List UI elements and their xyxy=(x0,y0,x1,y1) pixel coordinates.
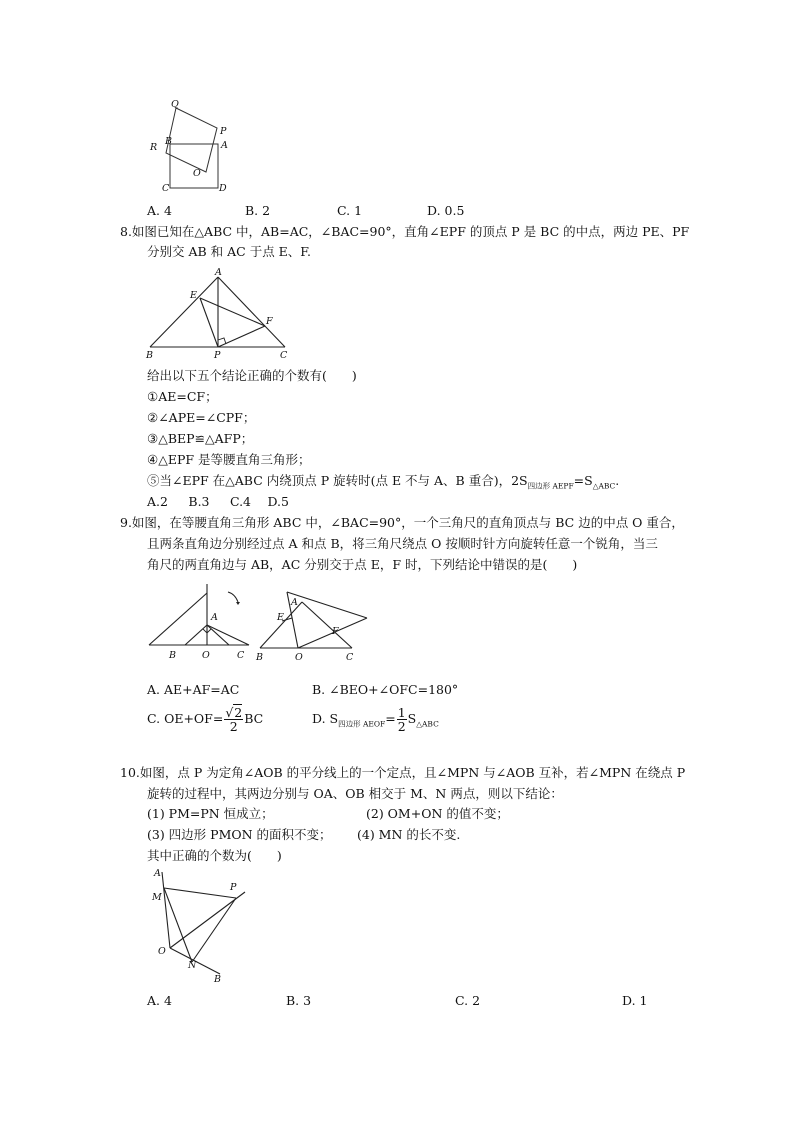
q10-label-o: O xyxy=(158,946,166,957)
q9-optc-fraction: $\frac{√2}{2}$ xyxy=(225,705,243,735)
q10-label-n: N xyxy=(188,960,197,971)
q8-conclusion-3: ③△BEP≌△AFP； xyxy=(147,431,254,446)
q10-question: 其中正确的个数为( ) xyxy=(147,848,282,863)
q7-label-o: O xyxy=(193,168,201,179)
q10-stem-line2: 旋转的过程中，其两边分别与 OA、OB 相交于 M、N 两点，则以下结论： xyxy=(147,786,563,801)
q10-stem-line1: 10.如图，点 P 为定角∠AOB 的平分线上的一个定点，且∠MPN 与∠AOB 互补，若∠MPN 在绕点 P xyxy=(120,765,686,780)
q10-conclusion-4: (4) MN 的长不变. xyxy=(357,827,461,842)
q7-option-d: D. 0.5 xyxy=(427,203,465,218)
q10-option-b: B. 3 xyxy=(286,993,312,1008)
q9-optd-sub-quad: 四边形 AEOF xyxy=(338,719,386,729)
q9-figure-right xyxy=(252,588,372,664)
q9-optc-num: 2 xyxy=(234,705,243,720)
q7-option-b: B. 2 xyxy=(245,203,271,218)
q9-optd-eq: = xyxy=(385,711,396,727)
q9-optd-s: S xyxy=(407,711,417,727)
q8-c5-eq: =S xyxy=(573,473,593,488)
q10-option-d: D. 1 xyxy=(622,993,648,1008)
q7-option-c: C. 1 xyxy=(337,203,363,218)
q9-optd-den: 2 xyxy=(397,719,406,735)
q8-label-c: C xyxy=(280,350,288,360)
q7-label-d: D xyxy=(219,183,227,194)
q8-c5-end: . xyxy=(615,473,620,488)
q10-label-b: B xyxy=(214,974,221,985)
q9r-label-e: E xyxy=(277,612,284,623)
q9-option-a: A. AE+AF=AC xyxy=(147,682,240,697)
q8-label-e: E xyxy=(190,290,197,301)
q8-c5-main: ⑤当∠EPF 在△ABC 内绕顶点 P 旋转时(点 E 不与 A、B 重合)，2S xyxy=(147,473,528,488)
q8-conclusion-2: ②∠APE=∠CPF； xyxy=(147,410,256,425)
q7-option-a: A. 4 xyxy=(147,203,172,218)
q9r-label-b: B xyxy=(256,652,263,663)
q8-c5-sub-quad: 四边形 AEPF xyxy=(527,481,574,491)
q7-label-p: P xyxy=(220,126,227,137)
q9-optd-num: 1 xyxy=(397,705,406,720)
q9-stem-line2: 且两条直角边分别经过点 A 和点 B，将三角尺绕点 O 按顺时针方向旋转任意一个锐角，当三 xyxy=(147,536,658,551)
q9-figure-left xyxy=(145,580,257,662)
q8-label-f: F xyxy=(266,316,273,327)
q10-option-a: A. 4 xyxy=(147,993,172,1008)
q9-optd-fraction xyxy=(397,706,407,733)
q9-optd-pre: D. S xyxy=(312,711,339,727)
q9r-label-a: A xyxy=(291,597,298,608)
q7-label-a: A xyxy=(221,140,228,151)
q9-optc-pre: C. OE+OF= xyxy=(147,711,224,727)
q9-stem-line3: 角尺的两直角边与 AB，AC 分别交于点 E，F 时，下列结论中错误的是( ) xyxy=(147,557,578,572)
q9l-label-o: O xyxy=(202,650,210,661)
q9-stem-line1: 9.如图，在等腰直角三角形 ABC 中，∠BAC=90°，一个三角尺的直角顶点与 BC 边的中点 O 重合， xyxy=(120,515,684,530)
q9l-label-a: A xyxy=(211,612,218,623)
q10-conclusion-1: (1) PM=PN 恒成立； xyxy=(147,806,274,821)
q8-stem-line2: 分别交 AB 和 AC 于点 E、F. xyxy=(147,244,311,259)
q9-optc-post: BC xyxy=(244,711,264,727)
q7-figure xyxy=(140,98,240,194)
q9l-label-c: C xyxy=(237,650,245,661)
q8-label-a: A xyxy=(215,267,222,278)
q10-figure xyxy=(142,866,254,986)
q8-conclusion-1: ①AE=CF； xyxy=(147,389,218,404)
q7-label-c: C xyxy=(162,183,170,194)
q8-conclusion-4: ④△EPF 是等腰直角三角形； xyxy=(147,452,311,467)
q10-label-p: P xyxy=(230,882,237,893)
q9-optd-sub-tri: △ABC xyxy=(416,719,439,729)
q8-question: 给出以下五个结论正确的个数有( ) xyxy=(147,368,357,383)
q8-c5-sub-tri: △ABC xyxy=(592,481,616,491)
q10-conclusion-3: (3) 四边形 PMON 的面积不变； xyxy=(147,827,332,842)
q9-optc-den: 2 xyxy=(229,719,238,735)
q9r-label-c: C xyxy=(346,652,354,663)
q9r-label-o: O xyxy=(295,652,303,663)
q9l-label-b: B xyxy=(169,650,176,661)
q7-label-b: B xyxy=(165,136,172,147)
q8-stem-line1: 8.如图已知在△ABC 中，AB=AC，∠BAC=90°，直角∠EPF 的顶点 P 是 BC 的中点，两边 PE、PF xyxy=(120,224,690,239)
q8-options: A.2 B.3 C.4 D.5 xyxy=(147,494,289,509)
q9r-label-f: F xyxy=(332,626,339,637)
q10-label-a: A xyxy=(154,868,161,879)
q8-figure xyxy=(140,264,300,360)
q8-label-b: B xyxy=(146,350,153,360)
q10-conclusion-2: (2) OM+ON 的值不变； xyxy=(366,806,509,821)
q8-label-p: P xyxy=(214,350,221,360)
q7-label-q: Q xyxy=(171,99,179,110)
q7-label-r: R xyxy=(150,142,158,153)
q9-option-b: B. ∠BEO+∠OFC=180° xyxy=(312,682,459,697)
q10-option-c: C. 2 xyxy=(455,993,481,1008)
q9-option-d xyxy=(312,706,439,733)
q8-conclusion-5 xyxy=(147,473,619,491)
q9-option-c xyxy=(147,706,263,733)
q10-label-m: M xyxy=(152,892,162,903)
